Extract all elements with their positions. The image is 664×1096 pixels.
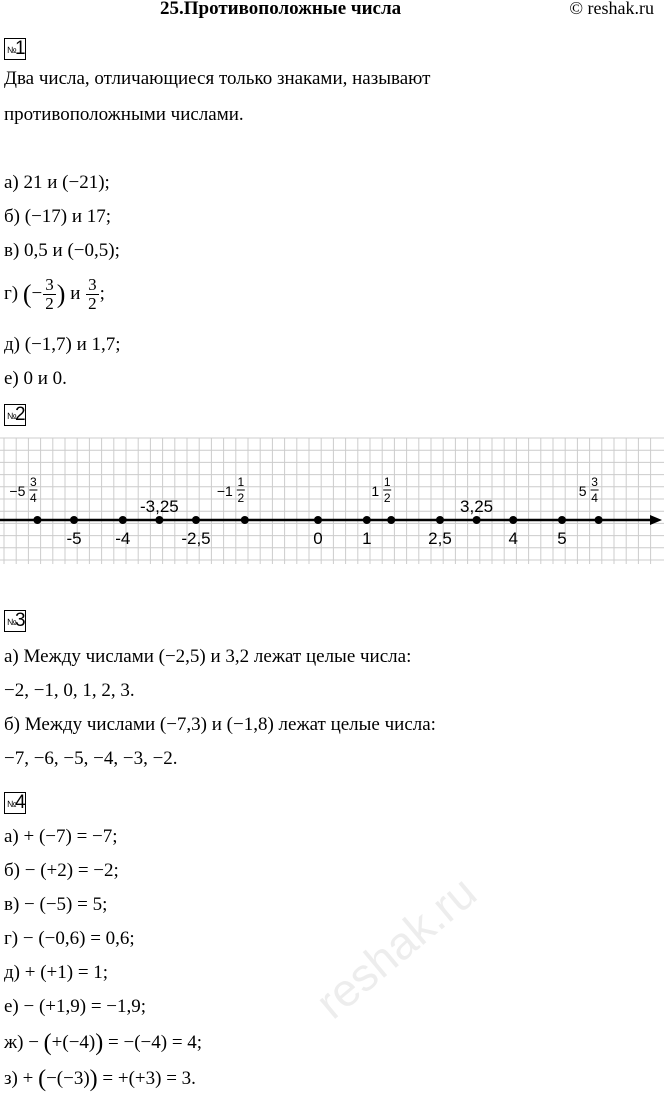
point-label: -3,25 [140, 497, 179, 516]
point-dot [387, 516, 395, 524]
point-dot [436, 516, 444, 524]
task-1-item-v: в) 0,5 и (−0,5); [4, 240, 120, 261]
task-3-a-line-1: а) Между числами (−2,5) и 3,2 лежат целые числа: [4, 646, 412, 667]
task-4-item-z: з) + (−(−3)) = +(+3) = 3. [4, 1066, 196, 1092]
point-label-num: 1 [237, 475, 245, 489]
point-dot [595, 516, 603, 524]
point-label-num: 3 [591, 475, 598, 489]
site-credit: © reshak.ru [569, 0, 654, 18]
point-label-num: 1 [383, 475, 391, 489]
point-dot [473, 516, 481, 524]
task-1-intro-line-1: Два числа, отличающиеся только знаками, называют [4, 68, 431, 89]
point-label: 1 [362, 529, 372, 548]
task-1-tag: № 1 [4, 38, 26, 60]
point-dot [70, 516, 78, 524]
point-dot [241, 516, 249, 524]
point-dot [314, 516, 322, 524]
point-label-den: 4 [30, 491, 37, 505]
point-dot [363, 516, 371, 524]
point-dot [119, 516, 127, 524]
point-dot [509, 516, 517, 524]
point-dot [155, 516, 163, 524]
task-1-item-e: е) 0 и 0. [4, 368, 67, 389]
point-label-den: 2 [383, 491, 391, 505]
point-label-den: 2 [237, 491, 245, 505]
task-2-tag: № 2 [4, 404, 26, 426]
task-4-item-d: д) + (+1) = 1; [4, 962, 109, 983]
task-1-item-a: а) 21 и (−21); [4, 172, 110, 193]
task-1-item-d: д) (−1,7) и 1,7; [4, 334, 121, 355]
point-label: 2,5 [428, 529, 452, 548]
point-label: -4 [115, 529, 131, 548]
task-4-item-e: е) − (+1,9) = −1,9; [4, 996, 147, 1017]
point-label: 0 [313, 529, 323, 548]
point-dot [558, 516, 566, 524]
point-label-den: 4 [591, 491, 598, 505]
task-4-item-zh: ж) − (+(−4)) = −(−4) = 4; [4, 1030, 203, 1056]
point-label: 5 [557, 529, 567, 548]
page-title: 25.Противоположные числа [160, 0, 402, 19]
task-4-item-a: а) + (−7) = −7; [4, 826, 118, 847]
point-dot [33, 516, 41, 524]
task-3-b-line-1: б) Между числами (−7,3) и (−1,8) лежат целые числа: [4, 714, 436, 735]
task-1-item-b: б) (−17) и 17; [4, 206, 112, 227]
task-3-a-line-2: −2, −1, 0, 1, 2, 3. [4, 680, 135, 701]
task-1-item-g: г) (− $\frac{3}{2}$ ) и $\frac{3}{2}$ ; [4, 275, 105, 313]
point-label-int: 5 [578, 483, 587, 499]
point-label: 4 [508, 529, 518, 548]
task-4-item-b: б) − (+2) = −2; [4, 860, 119, 881]
watermark: reshak.ru [305, 865, 487, 1029]
point-dot [192, 516, 200, 524]
fraction: $\frac{3}{2}$ [45, 275, 54, 313]
fraction: $\frac{3}{2}$ [88, 275, 97, 313]
task-3-tag: № 3 [4, 610, 26, 632]
task-3-b-line-2: −7, −6, −5, −4, −3, −2. [4, 748, 178, 769]
task-4-item-v: в) − (−5) = 5; [4, 894, 108, 915]
point-label: -2,5 [181, 529, 211, 548]
point-label-num: 3 [30, 475, 37, 489]
point-label-int: 1 [371, 483, 380, 499]
task-1-intro-line-2: противоположными числами. [4, 104, 244, 125]
point-label: 3,25 [460, 497, 494, 516]
number-line [0, 432, 664, 572]
task-4-tag: № 4 [4, 792, 26, 814]
point-label: -5 [66, 529, 82, 548]
task-4-item-g: г) − (−0,6) = 0,6; [4, 928, 135, 949]
point-label-int: −5 [9, 483, 26, 499]
point-label-int: −1 [216, 483, 233, 499]
